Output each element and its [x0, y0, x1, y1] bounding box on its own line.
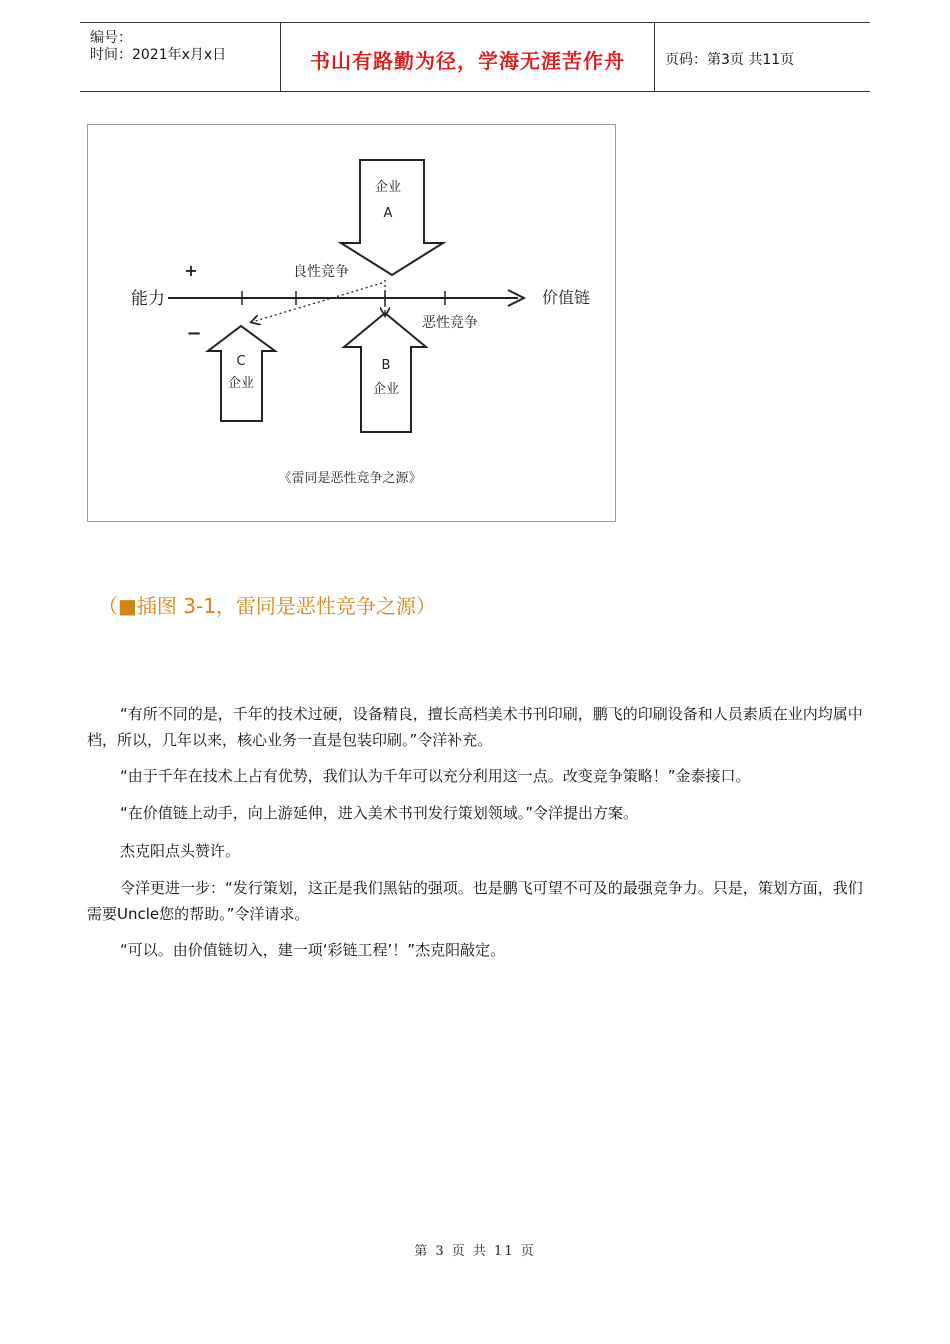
- page-footer: 第 3 页 共 11 页: [414, 1244, 536, 1259]
- enterprise-c-label: 企业: [227, 376, 255, 391]
- paragraph: 杰克阳点头赞许。: [120, 842, 241, 860]
- time-label: 时间：2021年x月x日: [90, 47, 227, 63]
- header-motto-cell: [281, 23, 655, 91]
- enterprise-b-letter: B: [381, 358, 391, 373]
- figure-caption: （■插图 3-1，雷同是恶性竞争之源）: [98, 594, 436, 618]
- paragraph: 令洋更进一步：“发行策划，这正是我们黑钻的强项。也是鹏飞可望不可及的最强竞争力。只是，策划方面，我们需要Uncle您的帮助。”令洋请求。: [87, 879, 863, 923]
- header-page-cell: [655, 23, 870, 91]
- paragraph: “由于千年在技术上占有优势，我们认为千年可以充分利用这一点。改变竞争策略！”金泰接口。: [120, 767, 751, 785]
- dotted-arrow-to-c: [252, 283, 382, 322]
- paragraph: “可以。由价值链切入，建一项‘彩链工程’！”杰克阳敲定。: [120, 941, 506, 959]
- enterprise-a-letter: A: [383, 206, 393, 221]
- minus-sign: −: [186, 323, 202, 344]
- x-axis-right-label: 价值链: [541, 288, 591, 307]
- x-axis-left-label: 能力: [131, 289, 165, 309]
- header-meta-cell: [80, 23, 281, 91]
- paragraph: “在价值链上动手，向上游延伸，进入美术书刊发行策划领域。”令洋提出方案。: [120, 804, 639, 822]
- motto: 书山有路勤为径，学海无涯苦作舟: [310, 49, 625, 73]
- page-code: 页码：第3页 共11页: [665, 52, 795, 68]
- plus-sign: +: [184, 261, 198, 280]
- figure-title: 《雷同是恶性竞争之源》: [278, 471, 422, 486]
- enterprise-b-label: 企业: [372, 382, 400, 397]
- good-competition-label: 良性竞争: [293, 264, 349, 280]
- enterprise-c-letter: C: [236, 354, 246, 369]
- competition-diagram: [88, 125, 615, 521]
- enterprise-a-label: 企业: [374, 180, 402, 195]
- figure-illustration: [87, 124, 616, 522]
- bad-competition-label: 恶性竞争: [422, 315, 478, 331]
- page-header: [80, 22, 870, 92]
- enterprise-c-arrow: [208, 326, 275, 421]
- number-label: 编号：: [90, 30, 132, 46]
- paragraph: “有所不同的是，千年的技术过硬，设备精良，擅长高档美术书刊印刷，鹏飞的印刷设备和人员素质在业内均属中档，所以，几年以来，核心业务一直是包装印刷。”令洋补充。: [87, 705, 863, 749]
